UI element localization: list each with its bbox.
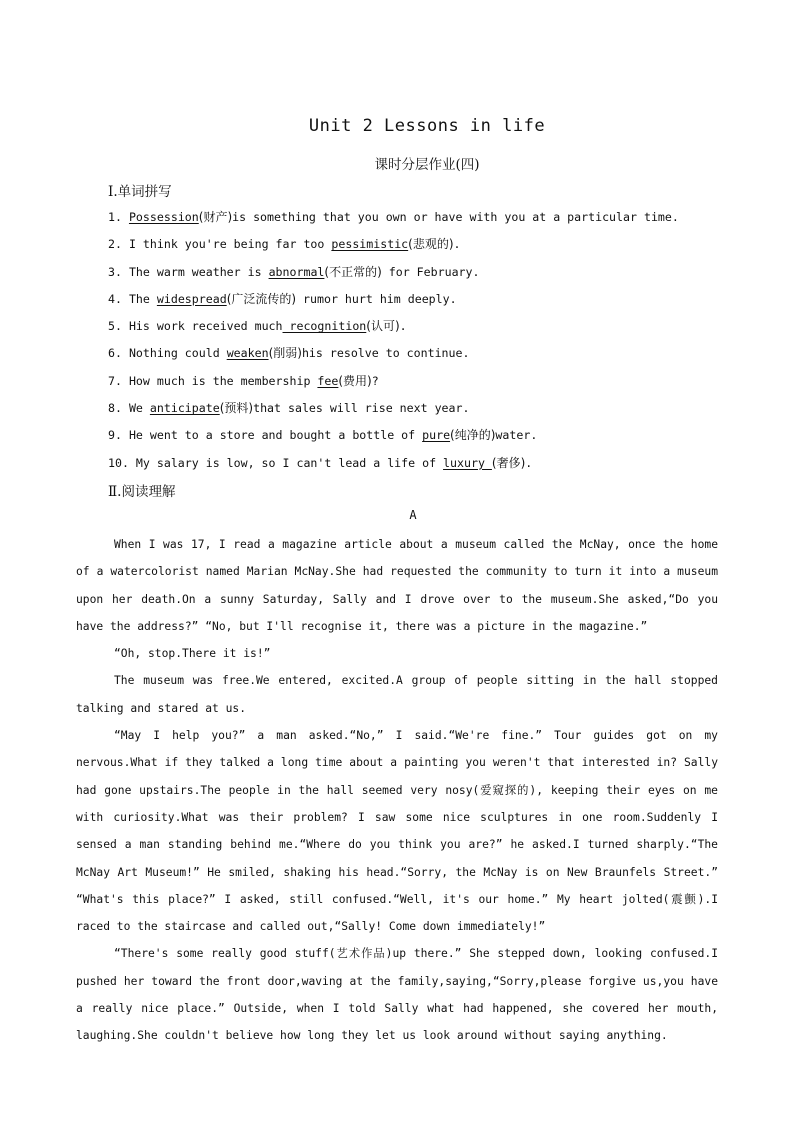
answer: abnormal	[268, 264, 325, 279]
passage-label: A	[409, 508, 417, 522]
answer: widespread	[156, 291, 227, 306]
paragraph: “There's some really good stuff(艺术作品)up there.” She stepped down, looking confused.I pushed her toward the front door,waving at the family,saying,“Sorry,please forgive us,you have a really nice place.” Outside, when I told Sally what had happened, she covered her mouth, laughing.She couldn't believe how long they let us look around without saying anything.	[76, 947, 718, 1043]
list-item: 7. How much is the membership fee(费用)?	[108, 373, 379, 388]
list-item: 5. His work received much recognition(认可).	[108, 319, 407, 334]
list-item: 8. We anticipate(预料)that sales will rise next year.	[108, 401, 470, 416]
paragraph: “May I help you?” a man asked.“No,” I said.“We're fine.” Tour guides got on my nervous.What if they talked a long time about a painting you weren't that interested in? Sally had gone upstairs.The people in the hall seemed very nosy(爱窥探的), keeping their eyes on me with curiosity.What was their problem? I saw some nice sculptures in one room.Suddenly I sensed a man standing behind me.“Where do you think you are?” he asked.I turned sharply.“The McNay Art Museum!” He smiled, shaking his head.“Sorry, the McNay is on New Braunfels Street.” “What's this place?” I asked, still confused.“Well, it's our home.” My heart jolted(震颤).I raced to the staircase and called out,“Sally! Come down immediately!”	[76, 729, 718, 934]
page-subtitle: 课时分层作业(四)	[374, 157, 480, 173]
answer: pure	[422, 428, 451, 443]
paragraph: “Oh, stop.There it is!”	[114, 647, 271, 661]
paragraph: The museum was free.We entered, excited.A group of people sitting in the hall stopped talking and stared at us.	[76, 674, 718, 715]
page-title: Unit 2 Lessons in life	[308, 116, 546, 136]
list-item: 1. Possession(财产)is something that you own or have with you at a particular time.	[108, 210, 679, 224]
list-item: 4. The widespread(广泛流传的) rumor hurt him deeply.	[108, 291, 457, 306]
answer: luxury	[443, 455, 492, 470]
list-item: 10. My salary is low, so I can't lead a life of luxury (奢侈).	[108, 455, 533, 470]
answer: weaken	[226, 346, 269, 361]
paragraph: When I was 17, I read a magazine article about a museum called the McNay, once the home of a watercolorist named Marian McNay.She had requested the community to turn it into a museum upon her death.On a sunny Saturday, Sally and I drove over to the museum.She asked,“Do you have the address?” “No, but I'll recognise it, there was a picture in the magazine.”	[76, 538, 718, 633]
answer: pessimistic	[331, 237, 409, 252]
list-item: 2. I think you're being far too pessimistic(悲观的).	[108, 237, 461, 252]
spelling-list	[108, 206, 679, 479]
section-heading-reading: Ⅱ.阅读理解	[108, 484, 176, 500]
section-heading-spelling: Ⅰ.单词拼写	[108, 184, 172, 200]
reading-passage	[76, 531, 718, 1050]
list-item: 9. He went to a store and bought a bottle of pure(纯净的)water.	[108, 428, 538, 443]
answer: Possession	[128, 210, 199, 224]
answer: fee	[317, 373, 339, 388]
answer: recognition	[282, 319, 367, 334]
answer: anticipate	[149, 401, 220, 416]
list-item: 3. The warm weather is abnormal(不正常的) for February.	[108, 264, 480, 279]
list-item: 6. Nothing could weaken(削弱)his resolve to continue.	[108, 346, 470, 361]
